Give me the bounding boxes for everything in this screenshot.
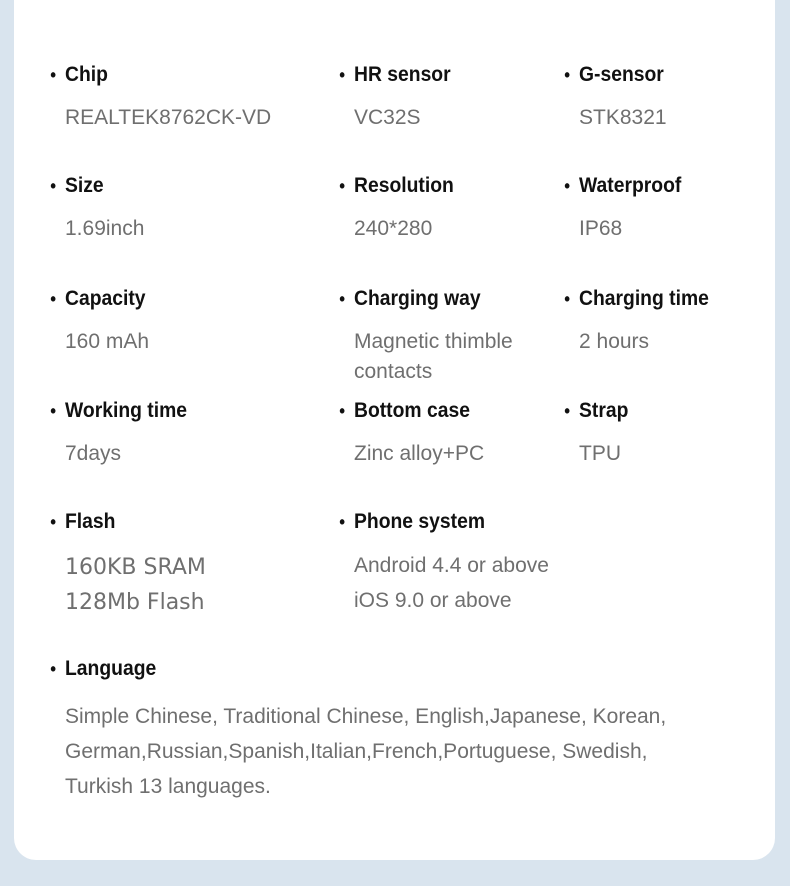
spec-value <box>65 699 745 804</box>
spec-value: 1.69inch <box>65 217 145 240</box>
spec-label: Charging time <box>579 287 709 310</box>
spec-bottom-case <box>339 396 485 469</box>
spec-label: Chip <box>65 63 108 86</box>
bullet-icon: • <box>50 659 57 679</box>
spec-label: Working time <box>65 399 188 422</box>
spec-value: 7days <box>65 442 122 465</box>
bullet-icon: • <box>564 65 571 85</box>
spec-value: 240*280 <box>354 217 433 240</box>
bullet-icon: • <box>564 289 571 309</box>
spec-language <box>50 654 745 804</box>
spec-label: Size <box>65 174 104 197</box>
spec-value <box>65 550 206 620</box>
spec-size <box>50 171 145 244</box>
spec-value-line: Simple Chinese, Traditional Chinese, English,Japanese, Korean, <box>65 705 667 728</box>
bullet-icon: • <box>564 401 571 421</box>
spec-value: IP68 <box>579 217 623 240</box>
spec-value: 160 mAh <box>65 330 150 353</box>
spec-label: Charging way <box>354 287 481 310</box>
bullet-icon: • <box>339 512 346 532</box>
spec-value-line: 128Mb Flash <box>65 590 205 615</box>
spec-value-line: iOS 9.0 or above <box>354 589 512 612</box>
spec-label: HR sensor <box>354 63 451 86</box>
spec-label: Strap <box>579 399 629 422</box>
spec-strap <box>564 396 633 469</box>
bullet-icon: • <box>339 65 346 85</box>
spec-resolution <box>339 171 463 244</box>
spec-phone-system <box>339 507 549 618</box>
bullet-icon: • <box>50 65 57 85</box>
spec-label: Capacity <box>65 287 146 310</box>
spec-value: 2 hours <box>579 330 650 353</box>
spec-value-line: contacts <box>354 360 433 383</box>
spec-label: Phone system <box>354 510 485 533</box>
spec-value <box>354 548 549 618</box>
spec-label: Waterproof <box>579 174 682 197</box>
spec-value-line: Magnetic thimble <box>354 330 513 353</box>
spec-label: Flash <box>65 510 116 533</box>
bullet-icon: • <box>339 401 346 421</box>
spec-charging-time <box>564 284 720 357</box>
spec-value-line: Android 4.4 or above <box>354 554 549 577</box>
spec-label: Language <box>65 657 157 680</box>
spec-value: TPU <box>579 442 621 465</box>
spec-capacity <box>50 284 153 357</box>
bullet-icon: • <box>339 176 346 196</box>
spec-label: Resolution <box>354 174 454 197</box>
bullet-icon: • <box>50 176 57 196</box>
spec-value <box>354 327 513 387</box>
spec-value: VC32S <box>354 106 421 129</box>
spec-hr-sensor <box>339 60 459 133</box>
bullet-icon: • <box>564 176 571 196</box>
spec-chip <box>50 60 272 133</box>
spec-value-line: German,Russian,Spanish,Italian,French,Portuguese, Swedish, <box>65 740 648 763</box>
spec-value-line: Turkish 13 languages. <box>65 775 271 798</box>
bullet-icon: • <box>50 289 57 309</box>
spec-working-time <box>50 396 198 469</box>
spec-label: G-sensor <box>579 63 664 86</box>
bullet-icon: • <box>50 401 57 421</box>
spec-label: Bottom case <box>354 399 470 422</box>
spec-value: STK8321 <box>579 106 667 129</box>
spec-g-sensor <box>564 60 671 133</box>
bullet-icon: • <box>339 289 346 309</box>
spec-flash <box>50 507 206 620</box>
spec-value: REALTEK8762CK-VD <box>65 106 272 129</box>
spec-value: Zinc alloy+PC <box>354 442 485 465</box>
spec-waterproof <box>564 171 690 244</box>
spec-value-line: 160KB SRAM <box>65 555 206 580</box>
bullet-icon: • <box>50 512 57 532</box>
spec-charging-way <box>339 284 513 387</box>
